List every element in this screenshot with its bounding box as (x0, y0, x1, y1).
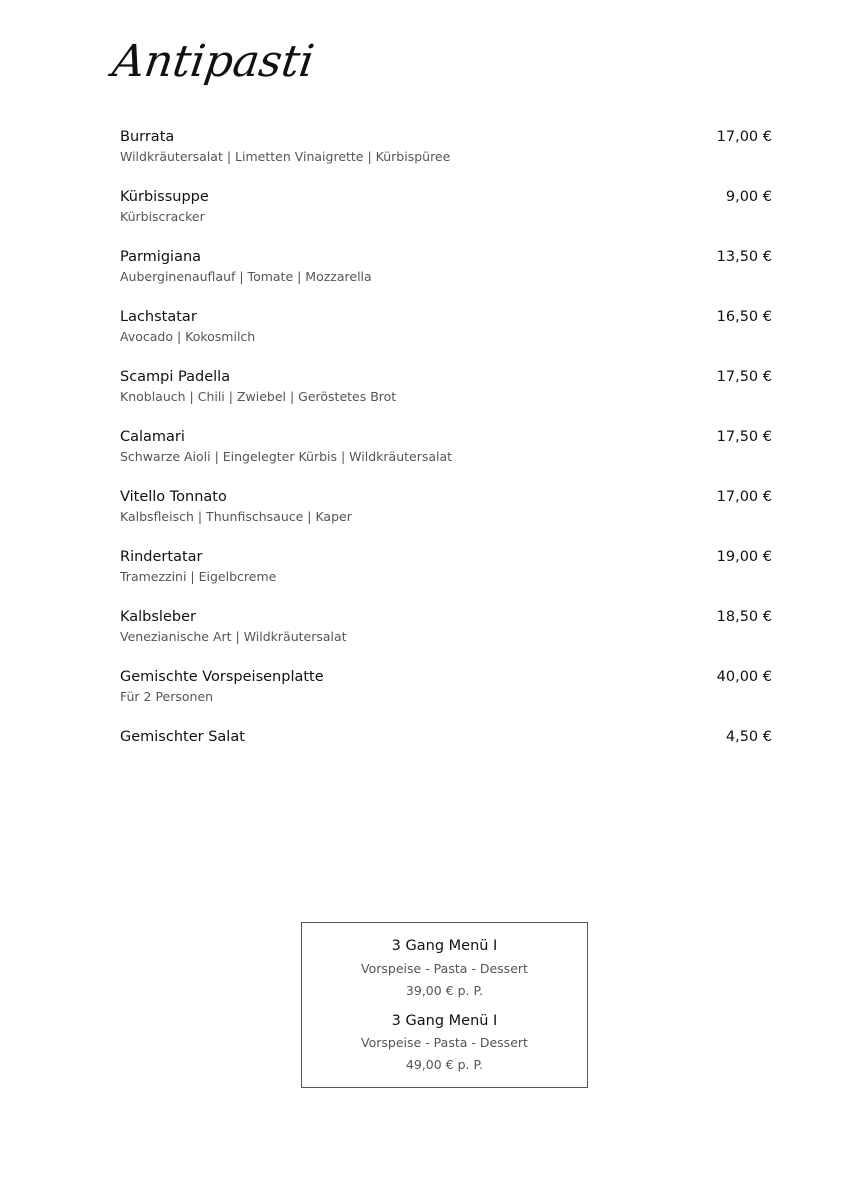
set-menu-price: 49,00 € p. P. (405, 1057, 484, 1072)
menu-item-description: Tramezzini | Eigelbcreme (120, 569, 277, 584)
menu-item-name: Calamari (120, 429, 185, 445)
menu-item-price: 17,50 € (716, 429, 772, 445)
menu-item (120, 548, 772, 608)
menu-item-name: Lachstatar (120, 309, 197, 325)
menu-item-description: Knoblauch | Chili | Zwiebel | Geröstetes Brot (120, 389, 397, 404)
menu-item-price: 17,00 € (716, 129, 772, 145)
menu-item (120, 308, 772, 368)
menu-item-price: 9,00 € (725, 189, 772, 205)
menu-item (120, 248, 772, 308)
menu-item-name: Scampi Padella (120, 369, 231, 385)
menu-item (120, 608, 772, 668)
menu-item-price: 13,50 € (716, 249, 772, 265)
menu-item (120, 368, 772, 428)
menu-item-price: 17,00 € (716, 489, 772, 505)
menu-item-price: 40,00 € (716, 669, 772, 685)
menu-item (120, 728, 772, 788)
menu-item-description: Venezianische Art | Wildkräutersalat (120, 629, 347, 644)
menu-item-name: Vitello Tonnato (120, 489, 227, 505)
menu-item-description: Kürbiscracker (120, 209, 205, 224)
menu-item-description: Wildkräutersalat | Limetten Vinaigrette | Kürbispüree (120, 149, 451, 164)
set-menu-title: 3 Gang Menü I (391, 938, 498, 954)
menu-item-name: Kürbissuppe (120, 189, 209, 205)
menu-section-title: Antipasti (109, 36, 318, 87)
menu-item-description: Schwarze Aioli | Eingelegter Kürbis | Wildkräutersalat (120, 449, 453, 464)
menu-item-name: Kalbsleber (120, 609, 196, 625)
menu-item (120, 488, 772, 548)
set-menu-price: 39,00 € p. P. (405, 983, 484, 998)
menu-item-price: 4,50 € (725, 729, 772, 745)
set-menu-courses: Vorspeise - Pasta - Dessert (361, 1035, 528, 1050)
menu-item (120, 188, 772, 248)
menu-item-description: Avocado | Kokosmilch (120, 329, 256, 344)
menu-item-name: Gemischter Salat (120, 729, 245, 745)
menu-item-description: Auberginenauflauf | Tomate | Mozzarella (120, 269, 372, 284)
menu-item (120, 428, 772, 488)
menu-item-price: 18,50 € (716, 609, 772, 625)
menu-item-name: Burrata (120, 129, 175, 145)
set-menu-courses: Vorspeise - Pasta - Dessert (361, 961, 528, 976)
set-menu-title: 3 Gang Menü I (391, 1013, 498, 1029)
menu-item-price: 16,50 € (716, 309, 772, 325)
menu-item (120, 128, 772, 188)
menu-item-list (120, 128, 772, 788)
menu-item-name: Parmigiana (120, 249, 202, 265)
menu-item (120, 668, 772, 728)
menu-item-price: 19,00 € (716, 549, 772, 565)
menu-item-name: Gemischte Vorspeisenplatte (120, 669, 324, 685)
menu-item-description: Kalbsfleisch | Thunfischsauce | Kaper (120, 509, 352, 524)
menu-item-name: Rindertatar (120, 549, 203, 565)
set-menu-box (301, 922, 588, 1088)
menu-item-description: Für 2 Personen (120, 689, 214, 704)
menu-item-price: 17,50 € (716, 369, 772, 385)
